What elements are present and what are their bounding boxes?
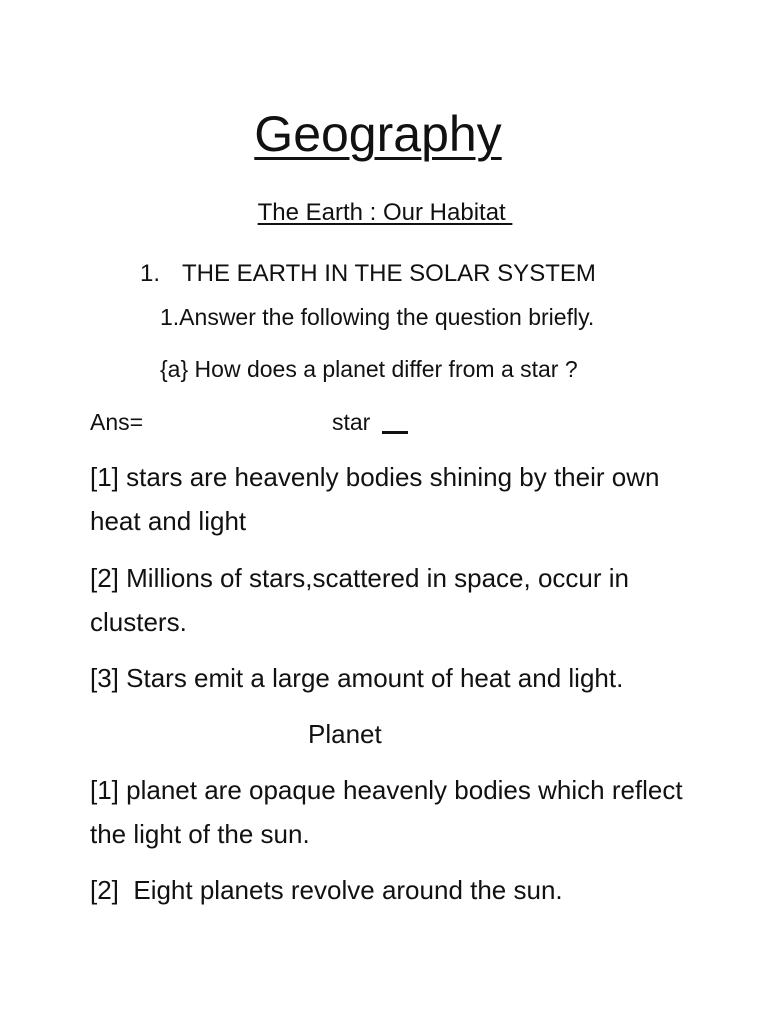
chapter-title: THE EARTH IN THE SOLAR SYSTEM bbox=[182, 260, 596, 287]
star-point-1: [1] stars are heavenly bodies shining by their own heat and light bbox=[90, 462, 660, 536]
planet-point-2: [2] Eight planets revolve around the sun. bbox=[90, 875, 563, 905]
answer-row bbox=[90, 407, 690, 439]
exercise-instruction: 1.Answer the following the question briefly. bbox=[160, 304, 595, 330]
chapter-heading bbox=[140, 259, 596, 289]
answer-label: Ans= bbox=[90, 409, 144, 435]
star-point-2: [2] Millions of stars,scattered in space, occur in clusters. bbox=[90, 563, 630, 637]
chapter-subtitle: The Earth : Our Habitat bbox=[257, 199, 513, 226]
star-heading: star bbox=[332, 409, 371, 435]
planet-heading: Planet bbox=[308, 719, 382, 749]
underline-blank bbox=[382, 431, 408, 434]
page-title: Geography bbox=[254, 106, 502, 162]
star-point-3: [3] Stars emit a large amount of heat and light. bbox=[90, 663, 624, 693]
question-a: {a} How does a planet differ from a star ? bbox=[160, 356, 578, 382]
chapter-number: 1. bbox=[140, 260, 161, 287]
planet-point-1: [1] planet are opaque heavenly bodies which reflect the light of the sun. bbox=[90, 775, 683, 849]
